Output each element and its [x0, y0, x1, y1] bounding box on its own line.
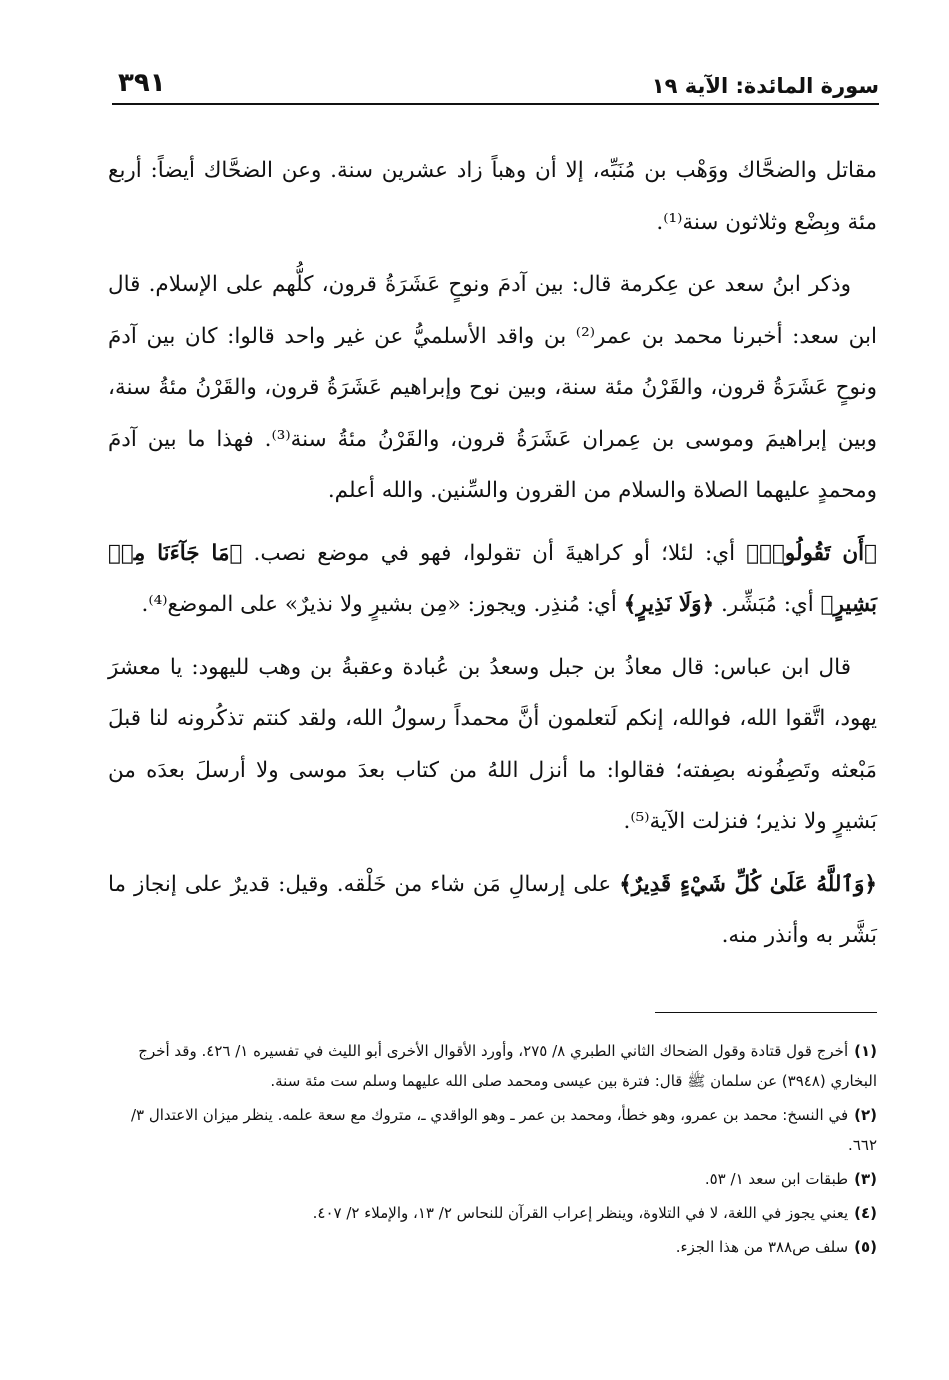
footnote-text: طبقات ابن سعد ١/ ٥٣.: [704, 1170, 849, 1188]
commentary-text: أي: مُنذِر. ويجوز: «مِن بشيرٍ ولا نذيرٌ» على الموضع⁽⁴⁾.: [141, 592, 624, 617]
footnote-text: سلف ص٣٨٨ من هذا الجزء.: [675, 1238, 849, 1256]
quran-phrase: ﴿مَا جَآءَنَا مِنۢ بَشِيرٍ﴾: [108, 540, 877, 617]
footnote: [108, 1232, 877, 1262]
paragraph-1: مقاتل والضحَّاك ووَهْب بن مُنَبِّه، إلا أن وهباً زاد عشرين سنة. وعن الضحَّاك أيضاً: أربع مئة وبِضْع وثلاثون سنة⁽¹⁾.: [108, 158, 877, 235]
footnote-number: (٥): [854, 1238, 877, 1256]
running-title: سورة المائدة: الآية ١٩: [651, 74, 879, 98]
commentary-text: أي: مُبَشِّر.: [714, 592, 821, 617]
footnote-number: (٢): [854, 1106, 877, 1124]
footnote-text: في النسخ: محمد بن عمرو، وهو خطأ، ومحمد بن عمر ـ وهو الواقدي ـ، متروك مع سعة علمه. ينظر ميزان الاعتدال ٣/ ٦٦٢.: [130, 1106, 877, 1154]
page-number: ٣٩١: [118, 68, 166, 98]
header-divider: [112, 103, 879, 105]
commentary-text: على إرسالِ مَن شاء من خَلْقه. وقيل: قديرٌ على إنجاز ما بَشَّر به وأنذر منه.: [108, 871, 877, 948]
footnote-number: (٣): [854, 1170, 877, 1188]
footnotes: [108, 1036, 877, 1266]
paragraph-5: [108, 859, 877, 962]
quran-phrase: ﴿وَٱللَّهُ عَلَىٰ كُلِّ شَيْءٍ قَدِيرٌ﴾: [619, 871, 877, 897]
page-header: [118, 64, 879, 98]
paragraph-3: [108, 528, 877, 631]
paragraph-2: وذكر ابنُ سعد عن عِكرمة قال: بين آدمَ ونوحٍ عَشَرَةُ قرون، كلُّهم على الإسلام. قال ابن سعد: أخبرنا محمد بن عمر⁽²⁾ بن واقد الأسلميُّ عن غير واحد قالوا: كان بين آدمَ ونوحٍ عَشَرَةُ قرون، والقَرْنُ مئة سنة، وبين نوح وإبراهيم عَشَرَةُ قرون، والقَرْنُ مئةُ سنة، وبين إبراهيمَ وموسى بن عِمران عَشَرَةُ قرون، والقَرْنُ مئةُ سنة⁽³⁾. فهذا ما بين آدمَ ومحمدٍ عليهما الصلاة والسلام من القرون والسِّنين. والله أعلم.: [108, 272, 878, 503]
commentary-text: أي: لئلا؛ أو كراهيةَ أن تقولوا، فهو في موضع نصب.: [242, 540, 747, 566]
paragraph-4: قال ابن عباس: قال معاذُ بن جبل وسعدُ بن عُبادة وعقبةُ بن وهب لليهود: يا معشرَ يهود، اتَّقوا الله، فوالله، إنكم لَتعلمون أنَّ محمداً رسولُ الله، ولقد كنتم تذكُرونه لنا قبلَ مَبْعثه وتَصِفُونه بصِفته؛ فقالوا: ما أنزل اللهُ من كتاب بعدَ موسى ولا أرسلَ بعدَه من بَشيرٍ ولا نذير؛ فنزلت الآية⁽⁵⁾.: [108, 654, 877, 834]
footnote-text: أخرج قول قتادة وقول الضحاك الثاني الطبري ٨/ ٢٧٥، وأورد الأقوال الأخرى أبو الليث في تفسيره ١/ ٤٢٦. وقد أخرج البخاري (٣٩٤٨) عن سلمان ﷺ قال: فترة بين عيسى ومحمد صلى الله عليهما وسلم ست مئة سنة.: [138, 1042, 877, 1090]
quran-phrase: ﴿أَن تَقُولُوا۟﴾: [746, 540, 877, 566]
footnote: [108, 1100, 877, 1160]
footnote-text: يعني يجوز في اللغة، لا في التلاوة، وينظر إعراب القرآن للنحاس ٢/ ١٣، والإملاء ٢/ ٤٠٧.: [312, 1204, 849, 1222]
footnote: [108, 1198, 877, 1228]
footnote: [108, 1036, 877, 1096]
footnote-number: (٤): [854, 1204, 877, 1222]
quran-phrase: ﴿وَلَا نَذِيرٍ﴾: [623, 592, 715, 617]
footnote-divider: [655, 1012, 877, 1013]
footnote: [108, 1164, 877, 1194]
footnote-number: (١): [854, 1042, 877, 1060]
main-text: [108, 145, 877, 973]
